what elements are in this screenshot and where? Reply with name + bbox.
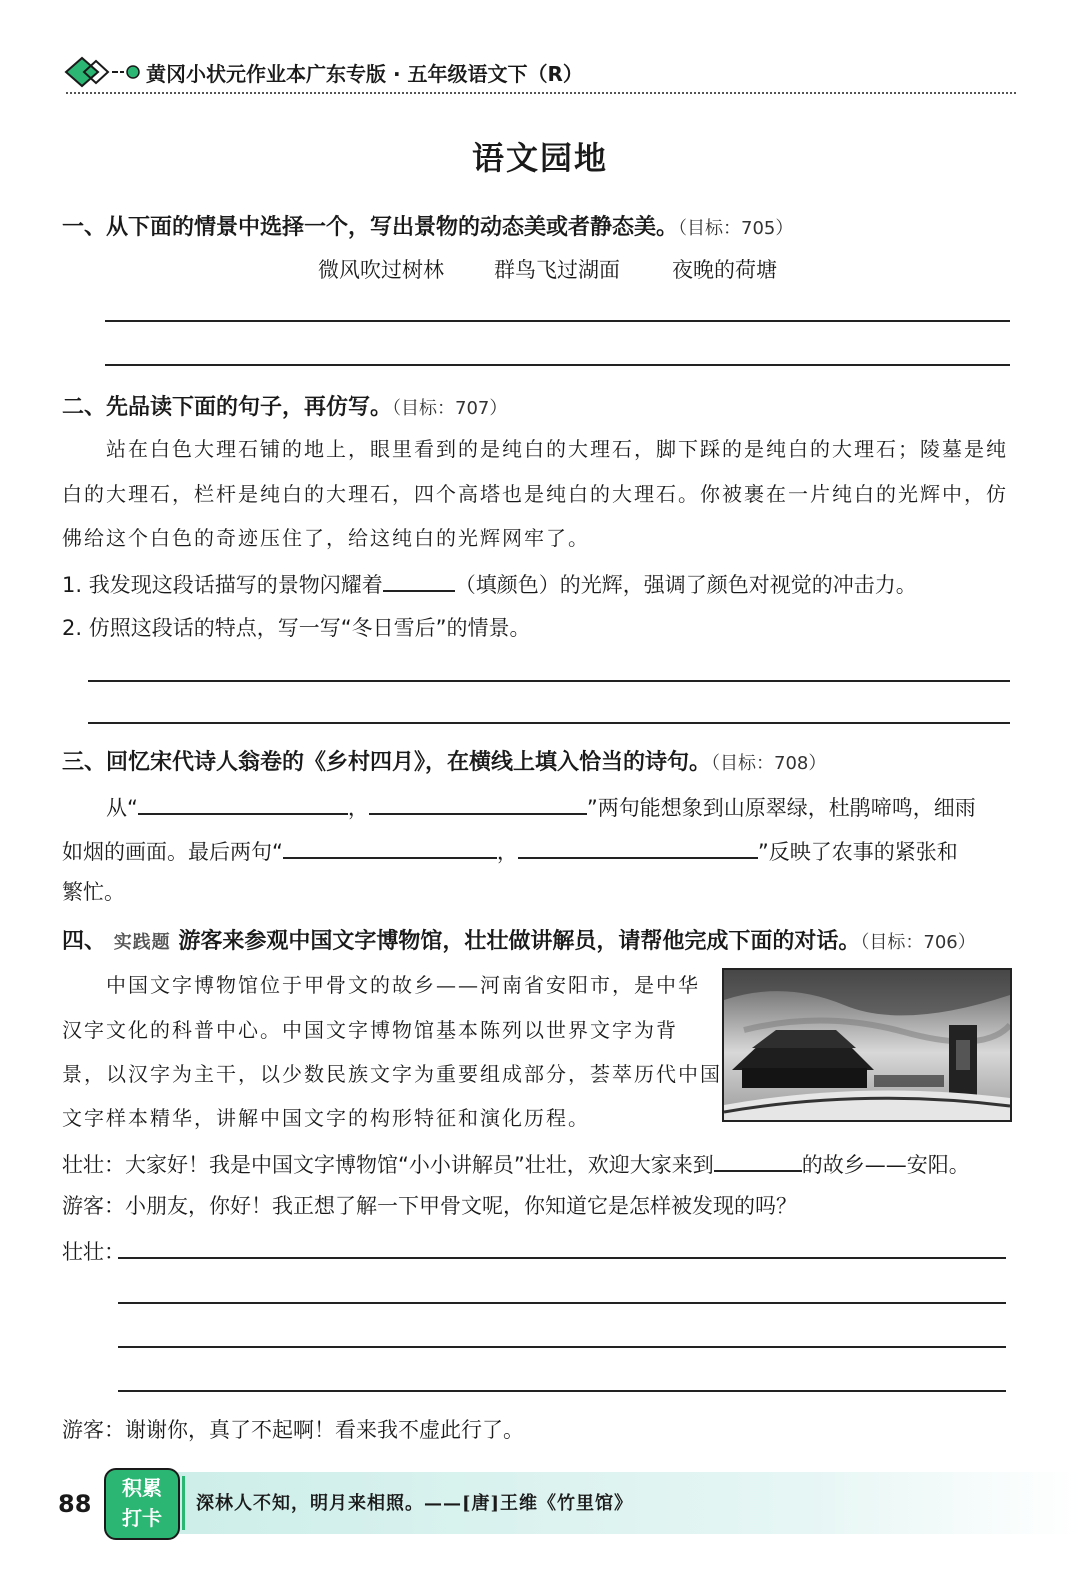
q3-l1-open: 从“ <box>106 796 138 820</box>
q3-poem-blank-2[interactable] <box>369 789 587 815</box>
q4-number: 四、 <box>62 929 107 954</box>
header-divider <box>66 92 1016 94</box>
dialog-2: 游客：小朋友，你好！我正想了解一下甲骨文呢，你知道它是怎样被发现的吗？ <box>62 1194 797 1218</box>
q2-sub2: 2. 仿照这段话的特点，写一写“冬日雪后”的情景。 <box>62 616 531 640</box>
museum-photo <box>722 968 1012 1122</box>
q4-passage-line-2: 汉字文化的科普中心。中国文字博物馆基本陈列以世界文字为背 <box>62 1018 678 1042</box>
q1-option-1: 微风吹过树林 <box>318 258 444 282</box>
q3-line-2 <box>62 833 958 866</box>
page-number: 88 <box>58 1490 92 1518</box>
q1-answer-line-1[interactable] <box>105 320 1010 322</box>
q2-prompt-text: 二、先品读下面的句子，再仿写。 <box>62 395 393 420</box>
q3-l1-close: ”两句能想象到山原翠绿，杜鹃啼鸣，细雨 <box>586 796 976 820</box>
header-logo <box>62 54 142 90</box>
q2-answer-line-2[interactable] <box>88 722 1010 724</box>
q2-color-blank[interactable] <box>383 566 455 592</box>
dialog-1-text-b: 的故乡——安阳。 <box>801 1153 970 1177</box>
q3-l2-open: 如烟的画面。最后两句“ <box>62 840 283 864</box>
q4-prompt <box>62 924 976 955</box>
q1-prompt-text: 一、从下面的情景中选择一个，写出景物的动态美或者静态美。 <box>62 215 679 240</box>
q4-passage-line-4: 文字样本精华，讲解中国文字的构形特征和演化历程。 <box>62 1106 590 1130</box>
q2-answer-line-1[interactable] <box>88 680 1010 682</box>
q2-passage-line-1: 站在白色大理石铺的地上，眼里看到的是纯白的大理石，脚下踩的是纯白的大理石；陵墓是纯 <box>106 437 1008 461</box>
q3-line-3: 繁忙。 <box>62 880 125 904</box>
dialog-answer-line-3[interactable] <box>118 1346 1006 1348</box>
q2-sub1-text-a: 1. 我发现这段话描写的景物闪耀着 <box>62 573 383 597</box>
q3-poem-blank-3[interactable] <box>283 833 497 859</box>
q2-prompt <box>62 390 507 421</box>
footer-divider <box>182 1476 185 1530</box>
q2-sub1-text-b: （填颜色）的光辉，强调了颜色对视觉的冲击力。 <box>454 573 917 597</box>
badge-line-2: 打卡 <box>122 1506 162 1530</box>
q3-target: （目标：708） <box>711 753 827 774</box>
q3-line-1 <box>106 789 976 822</box>
q2-passage-line-3: 佛给这个白色的奇迹压住了，给这纯白的光辉网牢了。 <box>62 526 590 550</box>
q2-sub1 <box>62 566 917 599</box>
q4-practice-tag: 实践题 <box>113 932 171 953</box>
q1-answer-line-2[interactable] <box>105 364 1010 366</box>
diamond-logo-icon <box>62 54 142 90</box>
museum-building-image <box>724 970 1010 1120</box>
dialog-1-blank[interactable] <box>714 1146 802 1172</box>
dialog-answer-line-1[interactable] <box>118 1257 1006 1259</box>
q4-passage-line-3: 景，以汉字为主干，以少数民族文字为重要组成部分，荟萃历代中国 <box>62 1062 722 1086</box>
dialog-answer-line-2[interactable] <box>118 1302 1006 1304</box>
q1-option-2: 群鸟飞过湖面 <box>494 258 620 282</box>
q4-target: （目标：706） <box>860 932 976 953</box>
page-title: 语文园地 <box>471 139 608 177</box>
q3-poem-blank-1[interactable] <box>138 789 348 815</box>
q4-passage-line-1: 中国文字博物馆位于甲骨文的故乡——河南省安阳市，是中华 <box>106 973 700 997</box>
dialog-1 <box>62 1146 970 1179</box>
header-title: 黄冈小状元作业本广东专版 · 五年级语文下（R） <box>146 62 583 86</box>
dialog-3-label: 壮壮： <box>62 1240 125 1264</box>
q3-l2-close: ”反映了农事的紧张和 <box>757 840 958 864</box>
q2-passage-line-2: 白的大理石，栏杆是纯白的大理石，四个高塔也是纯白的大理石。你被裹在一片纯白的光辉中，仿 <box>62 482 1008 506</box>
badge-line-1: 积累 <box>122 1476 162 1500</box>
q2-target: （目标：707） <box>392 398 508 419</box>
q3-poem-blank-4[interactable] <box>518 833 758 859</box>
footer-badge <box>104 1468 180 1540</box>
q4-prompt-text: 游客来参观中国文字博物馆，壮壮做讲解员，请帮他完成下面的对话。 <box>178 929 861 954</box>
dialog-4: 游客：谢谢你，真了不起啊！看来我不虚此行了。 <box>62 1418 524 1442</box>
q3-prompt <box>62 745 826 776</box>
dialog-answer-line-4[interactable] <box>118 1390 1006 1392</box>
q1-option-3: 夜晚的荷塘 <box>672 258 777 282</box>
q3-l1-comma: ， <box>347 796 369 820</box>
q3-l2-comma: ， <box>496 840 518 864</box>
dialog-1-text-a: 壮壮：大家好！我是中国文字博物馆“小小讲解员”壮壮，欢迎大家来到 <box>62 1153 714 1177</box>
q3-prompt-text: 三、回忆宋代诗人翁卷的《乡村四月》，在横线上填入恰当的诗句。 <box>62 750 712 775</box>
q1-prompt <box>62 210 793 241</box>
footer-quote: 深林人不知，明月来相照。——[唐]王维《竹里馆》 <box>196 1493 634 1514</box>
q1-target: （目标：705） <box>678 218 794 239</box>
